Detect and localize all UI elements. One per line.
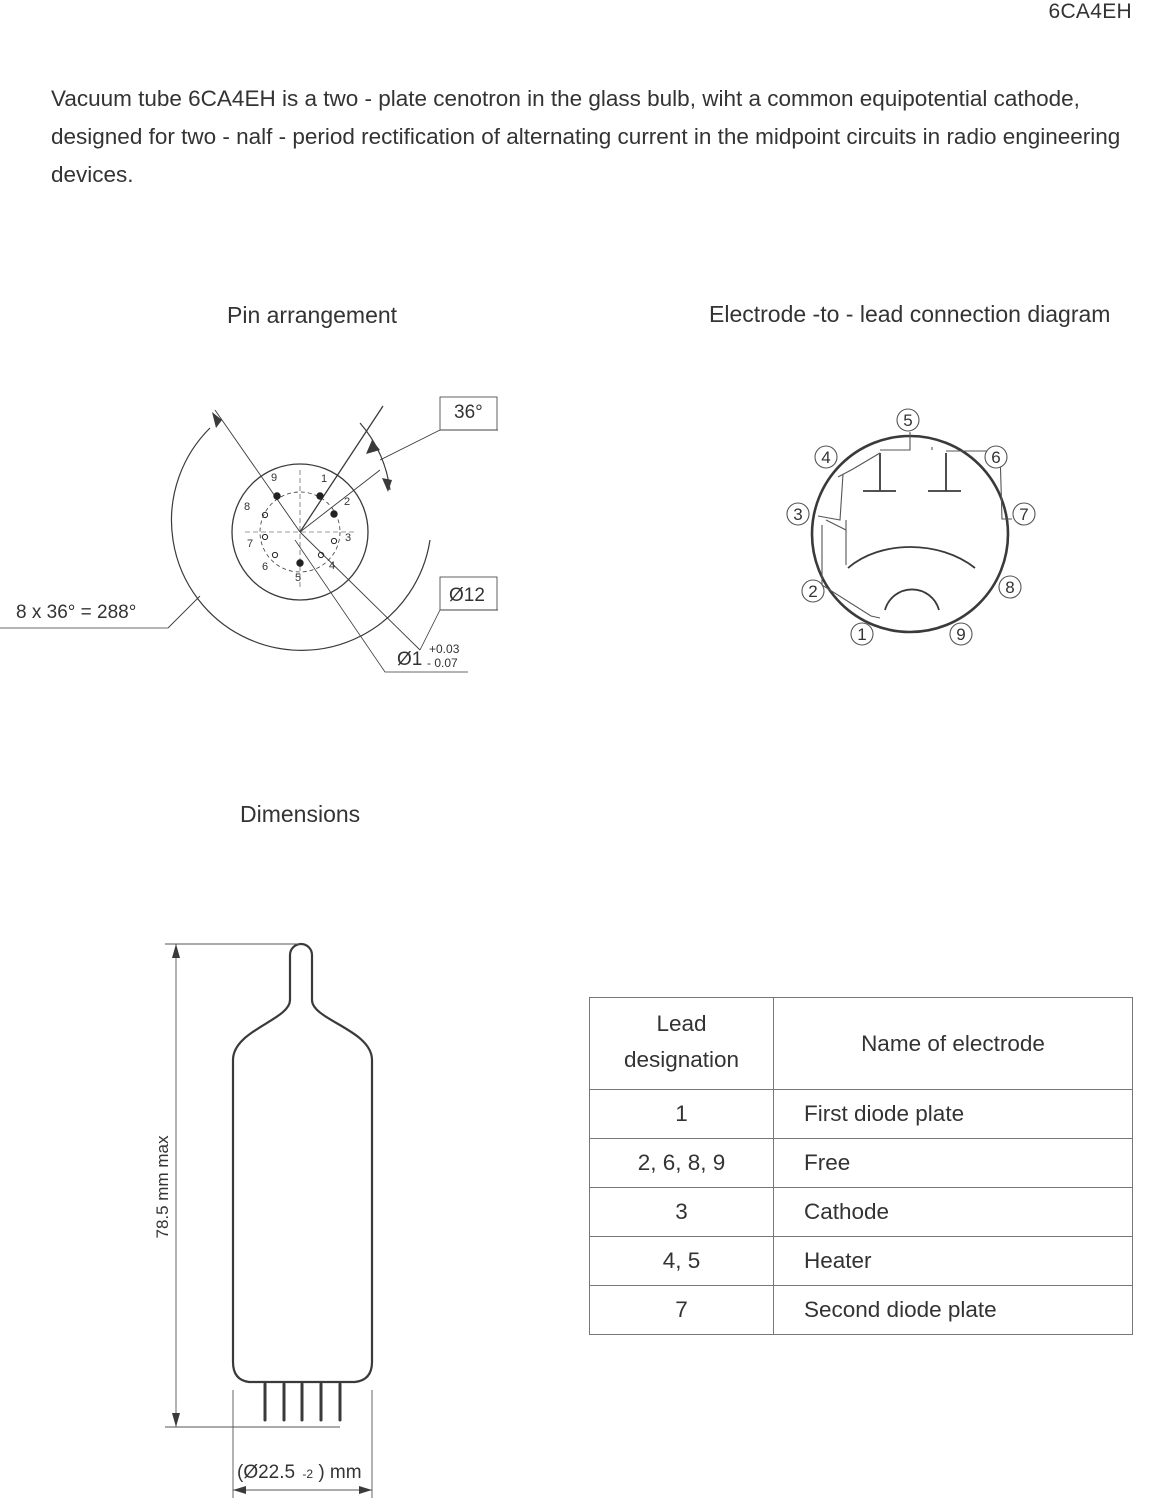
pin-num-5: 5 — [295, 572, 302, 584]
lead-designation-table — [589, 997, 1133, 1335]
lead-num-3: 3 — [793, 505, 803, 524]
lead-num-6: 6 — [991, 448, 1001, 467]
lead-num-2: 2 — [808, 582, 818, 601]
pin-num-9: 9 — [271, 472, 278, 484]
dimensions-drawing — [130, 930, 390, 1500]
pin-num-7: 7 — [247, 538, 254, 550]
connection-diagram-title: Electrode -to - lead connection diagram — [709, 301, 1111, 327]
table-header-row — [590, 998, 1133, 1090]
diameter-suffix: ) mm — [318, 1462, 362, 1483]
circle-diameter-label: Ø12 — [449, 585, 485, 606]
header-lead-line1: Lead — [656, 1010, 707, 1036]
electrode-cell: Free — [774, 1139, 1133, 1188]
lead-num-7: 7 — [1019, 505, 1029, 524]
header-lead-designation — [590, 998, 774, 1090]
pin-dot-7 — [262, 534, 267, 539]
table-row — [590, 1090, 1133, 1139]
pin-num-8: 8 — [244, 501, 251, 513]
electrode-cell: First diode plate — [774, 1090, 1133, 1139]
total-angle-label: 8 x 36° = 288° — [16, 602, 137, 623]
pin-dot-9 — [274, 493, 280, 499]
pin-num-3: 3 — [345, 532, 352, 544]
pin-arrangement-drawing — [0, 380, 560, 680]
pin-diameter-label: Ø1 — [397, 649, 423, 670]
description-paragraph: Vacuum tube 6CA4EH is a two - plate cenotron in the glass bulb, wiht a common equipotential cathode, designed for two - nalf - period rectification of alternating current in the midpoint circuits in radio engineering devices. — [51, 86, 1121, 187]
pin-arrangement-title: Pin arrangement — [227, 302, 398, 328]
lead-cell: 7 — [590, 1286, 774, 1335]
height-label: 78.5 mm max — [153, 1135, 172, 1239]
table-row — [590, 1139, 1133, 1188]
pin-num-1: 1 — [321, 473, 328, 485]
table-row — [590, 1237, 1133, 1286]
electrode-cell: Heater — [774, 1237, 1133, 1286]
lead-num-5: 5 — [903, 411, 913, 430]
lead-cell: 2, 6, 8, 9 — [590, 1139, 774, 1188]
lead-num-9: 9 — [956, 625, 966, 644]
dimensions-title: Dimensions — [240, 801, 361, 827]
lead-num-8: 8 — [1005, 578, 1015, 597]
pin-dot-6 — [272, 552, 277, 557]
diameter-tolerance: -2 — [302, 1467, 314, 1481]
pin-tolerance-lower: - 0.07 — [427, 656, 458, 670]
lead-cell: 1 — [590, 1090, 774, 1139]
lead-cell: 3 — [590, 1188, 774, 1237]
pin-dot-2 — [331, 511, 337, 517]
header-electrode-name: Name of electrode — [774, 998, 1133, 1090]
table-row — [590, 1188, 1133, 1237]
electrode-cell: Second diode plate — [774, 1286, 1133, 1335]
diameter-label — [237, 1462, 362, 1483]
tube-outline — [233, 944, 372, 1382]
lead-num-4: 4 — [821, 448, 831, 467]
pin-num-4: 4 — [329, 560, 336, 572]
pin-num-6: 6 — [262, 561, 269, 573]
header-lead-line2: designation — [623, 1046, 740, 1072]
bulb-circle — [812, 436, 1008, 632]
pin-dot-5 — [297, 560, 303, 566]
lead-num-1: 1 — [857, 625, 867, 644]
table-row — [590, 1286, 1133, 1335]
pin-num-2: 2 — [344, 496, 351, 508]
connection-diagram-drawing — [770, 395, 1060, 665]
pin-tolerance-upper: +0.03 — [429, 642, 460, 656]
lead-cell: 4, 5 — [590, 1237, 774, 1286]
pin-dot-1 — [317, 493, 323, 499]
angle-label: 36° — [454, 402, 483, 423]
pin-dot-8 — [262, 512, 267, 517]
diameter-prefix: (Ø22.5 — [237, 1462, 296, 1483]
document-code: 6CA4EH — [1048, 0, 1132, 23]
electrode-cell: Cathode — [774, 1188, 1133, 1237]
pin-dot-3 — [331, 538, 336, 543]
